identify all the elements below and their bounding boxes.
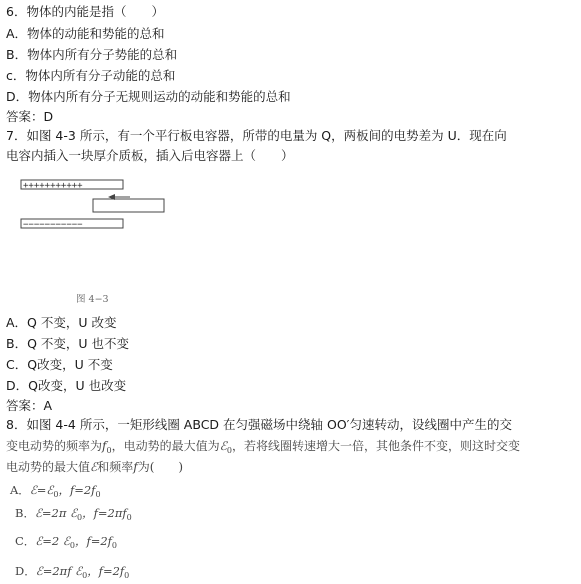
q8-stem-line2: 变电动势的频率为$f_0$，电动势的最大值为ℰ$_0$，若将线圈转速增大一倍，其他条件不变，则这时交变 <box>6 439 520 455</box>
q6-stem: 6．物体的内能是指（ ） <box>6 4 164 19</box>
q7-option-d: D．Q改变，U 也改变 <box>6 378 127 393</box>
q8-option-a: A．ℰ=ℰ$_0$，$f=2f_0$ <box>10 483 101 499</box>
q8-option-c: C．ℰ=2 ℰ$_0$，$f=2f_0$ <box>15 534 118 550</box>
q7-stem-line1: 7．如图 4-3 所示，有一个平行板电容器，所带的电量为 Q，两板间的电势差为 U．现在向 <box>6 128 507 143</box>
q8-stem-line1: 8．如图 4-4 所示，一矩形线圈 ABCD 在匀强磁场中绕轴 OO′匀速转动，设线圈中产生的交 <box>6 417 513 432</box>
q6-option-a: A．物体的动能和势能的总和 <box>6 26 165 41</box>
q8-option-d: D．ℰ=2πf ℰ$_0$，$f=2f_0$ <box>15 564 130 580</box>
q8-stem-line3: 电动势的最大值ℰ和频率f为( ) <box>6 460 184 474</box>
q7-stem-line2: 电容内插入一块厚介质板，插入后电容器上（ ） <box>6 148 294 163</box>
figure-caption: 图 4−3 <box>76 294 109 305</box>
q7-option-b: B．Q 不变，U 也不变 <box>6 336 130 351</box>
q8-option-b: B．ℰ=2π ℰ$_0$，$f=2\pi f_0$ <box>15 506 132 522</box>
dielectric-slab <box>93 199 164 212</box>
q6-option-b: B．物体内所有分子势能的总和 <box>6 47 178 62</box>
bottom-plate-charges: −−−−−−−−−−− <box>23 220 83 230</box>
q7-option-c: C．Q改变，U 不变 <box>6 357 113 372</box>
q6-answer: 答案：D <box>6 109 54 124</box>
capacitor-figure <box>18 178 168 238</box>
q6-option-d: D．物体内所有分子无规则运动的动能和势能的总和 <box>6 89 291 104</box>
q6-option-c: c．物体内所有分子动能的总和 <box>6 68 176 83</box>
q7-option-a: A．Q 不变，U 改变 <box>6 315 117 330</box>
q7-answer: 答案：A <box>6 398 53 413</box>
top-plate-charges: +++++++++++ <box>23 181 83 191</box>
